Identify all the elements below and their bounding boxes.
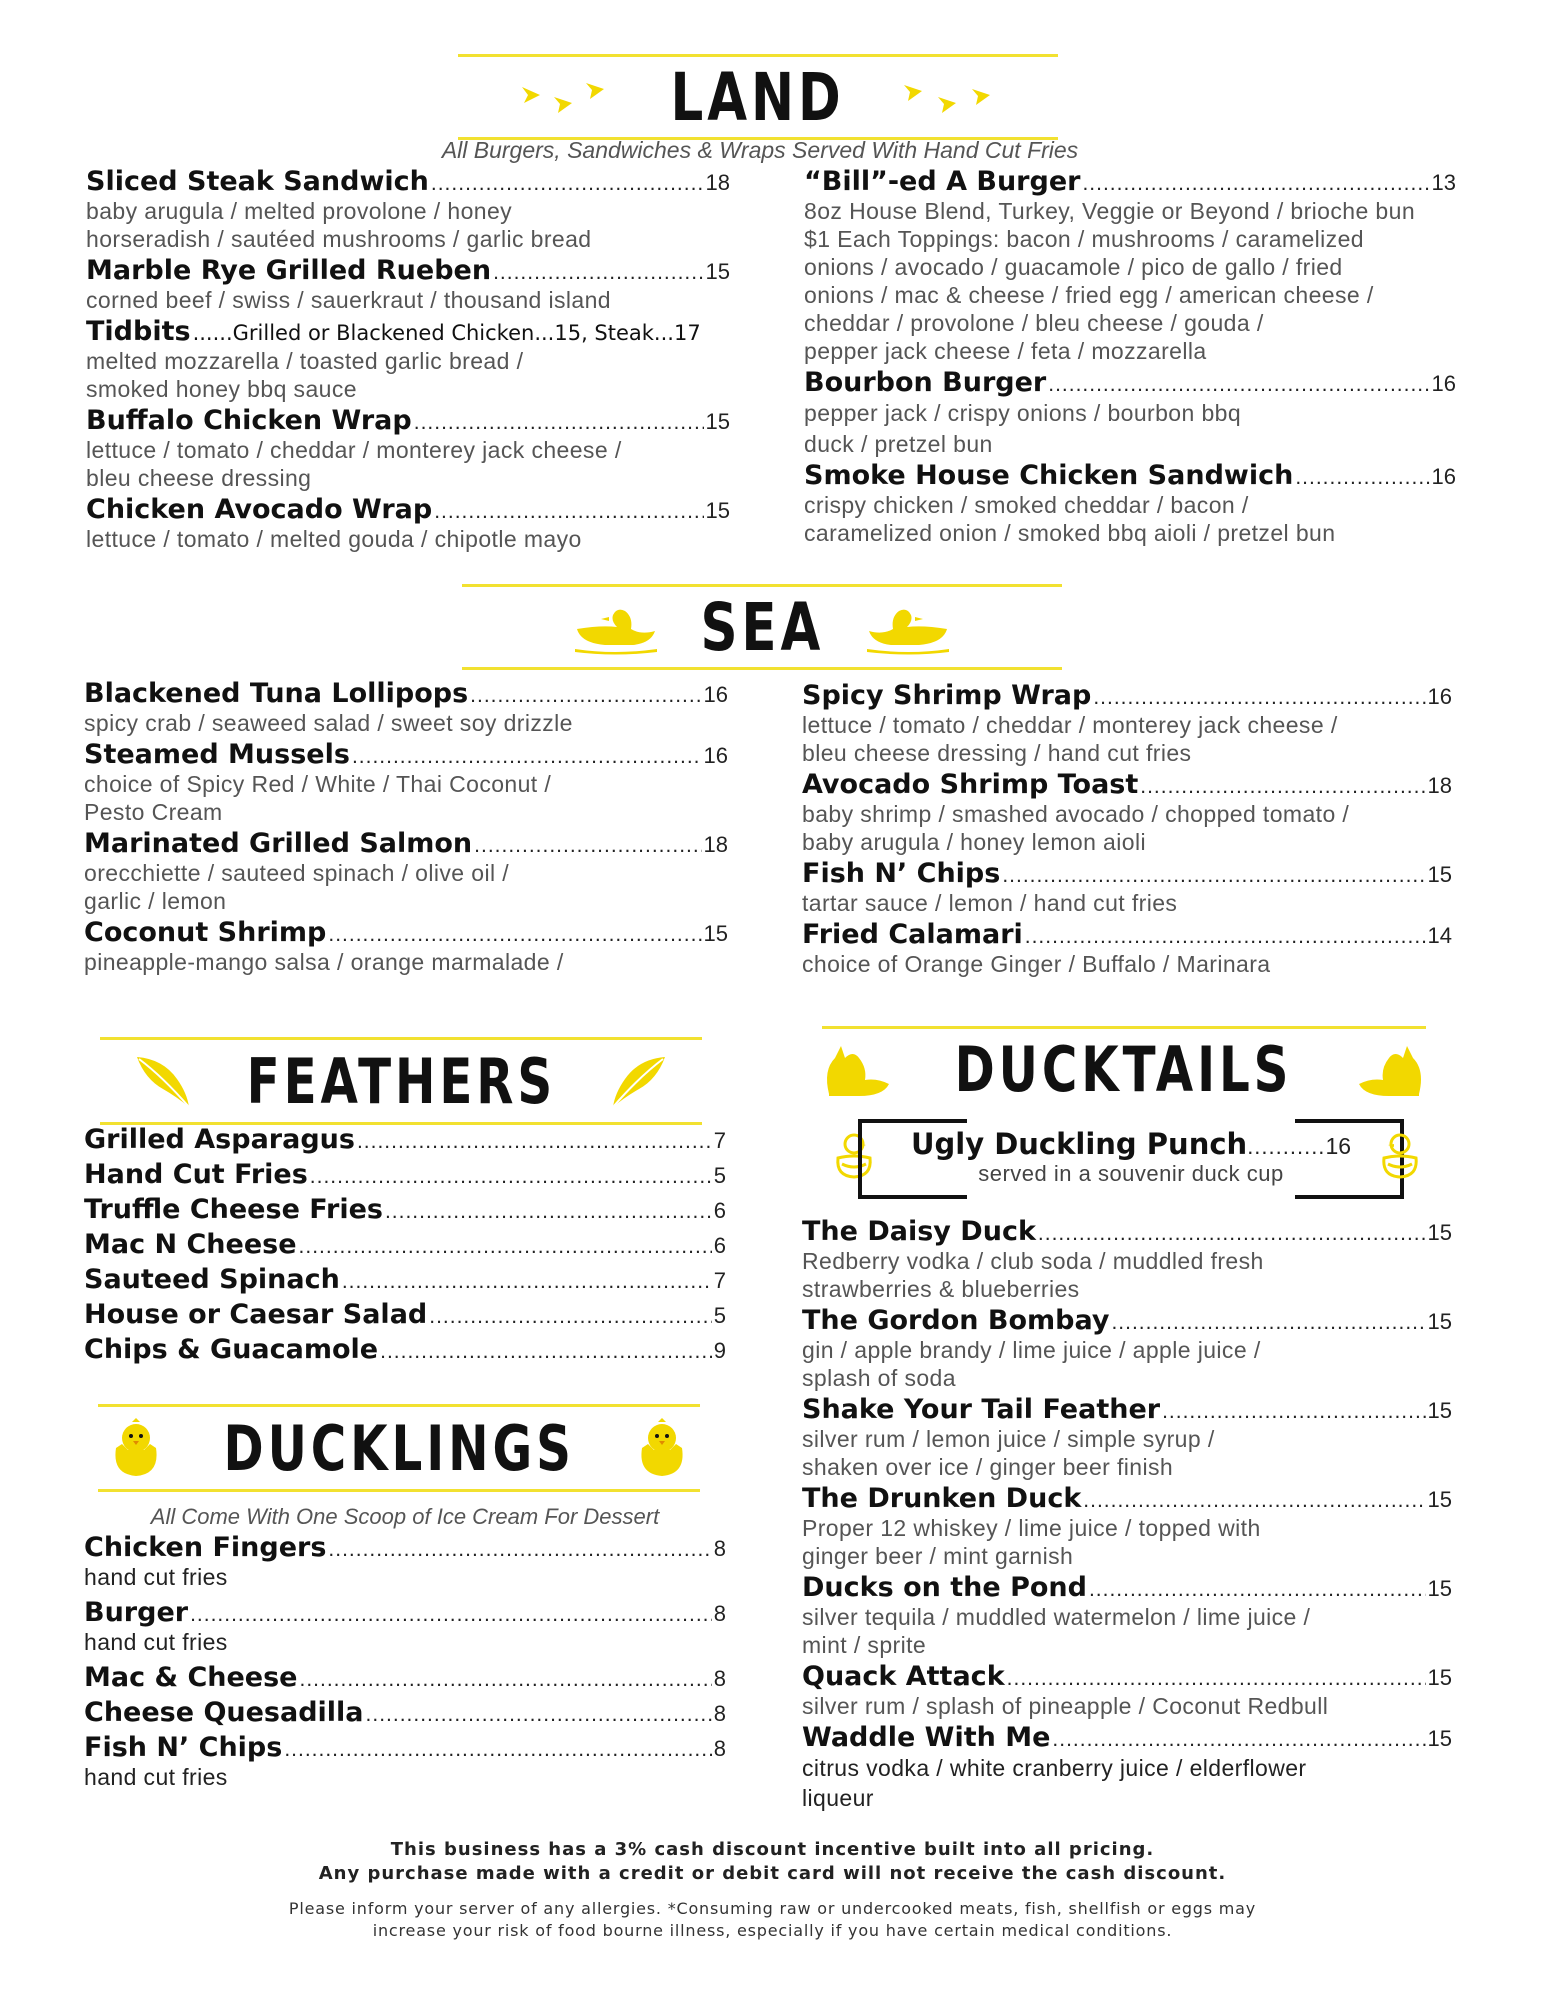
- menu-item: [84, 1532, 726, 1591]
- item-description: duck / pretzel bun: [804, 431, 993, 457]
- item-description: melted mozzarella / toasted garlic bread /: [86, 348, 524, 374]
- feature-description: served in a souvenir duck cup: [978, 1161, 1284, 1186]
- leader-dots: [1083, 1489, 1425, 1513]
- item-description: corned beef / swiss / sauerkraut / thousand island: [86, 287, 612, 313]
- item-name: Fish N’ Chips: [802, 858, 1001, 889]
- leader-dots: [1082, 172, 1429, 196]
- menu-item: [804, 367, 1456, 460]
- item-name: Grilled Asparagus: [84, 1124, 355, 1155]
- menu-item: [84, 739, 728, 826]
- menu-item: [84, 678, 728, 737]
- menu-item: [802, 1305, 1452, 1392]
- leader-dots: [328, 1538, 711, 1562]
- menu-item: [802, 1483, 1452, 1570]
- leader-dots: [1052, 1728, 1425, 1752]
- item-description: garlic / lemon: [84, 888, 227, 914]
- menu-item: [84, 1597, 726, 1656]
- duck-tail-icon: [819, 1040, 895, 1098]
- sea-left-column: [84, 678, 728, 976]
- leader-dots: [1162, 1400, 1425, 1424]
- item-name: Smoke House Chicken Sandwich: [804, 460, 1294, 491]
- leader-dots: [1038, 1222, 1426, 1246]
- menu-item: [84, 1194, 726, 1229]
- swimming-duck-icon: [863, 599, 953, 655]
- item-description: choice of Orange Ginger / Buffalo / Marinara: [802, 951, 1271, 977]
- menu-item: [802, 1661, 1452, 1720]
- item-price: 15: [703, 921, 728, 946]
- item-price: 15: [1427, 1220, 1452, 1245]
- menu-item: [802, 1394, 1452, 1481]
- item-description: Redberry vodka / club soda / muddled fresh: [802, 1248, 1264, 1274]
- leader-dots: [385, 1200, 712, 1224]
- sea-header: [462, 584, 1062, 670]
- menu-item: [84, 1662, 726, 1693]
- item-description: mint / sprite: [802, 1632, 927, 1658]
- land-subtitle: All Burgers, Sandwiches & Wraps Served With Hand Cut Fries: [441, 137, 1079, 163]
- leader-dots: [1093, 686, 1425, 710]
- footer-line: increase your risk of food bourne illness, especially if you have certain medical conditions.: [372, 1921, 1173, 1940]
- land-right-column: [804, 166, 1456, 547]
- item-name: Chicken Avocado Wrap: [86, 494, 433, 525]
- item-price: 6: [713, 1198, 726, 1223]
- menu-item: [802, 919, 1452, 978]
- item-description: pepper jack / crispy onions / bourbon bbq: [804, 400, 1242, 426]
- item-description: lettuce / tomato / melted gouda / chipotle mayo: [86, 526, 582, 552]
- menu-item: [802, 1572, 1452, 1659]
- item-price: 15: [1427, 1665, 1452, 1690]
- menu-item: [804, 166, 1456, 365]
- hatching-chick-icon: [108, 1418, 164, 1478]
- menu-item: [802, 1216, 1452, 1303]
- leader-dots: [429, 1305, 712, 1329]
- item-price: 15: [1427, 1726, 1452, 1751]
- item-price: 8: [713, 1601, 726, 1626]
- leader-dots: [414, 411, 704, 435]
- item-name: Fried Calamari: [802, 919, 1023, 950]
- item-description: onions / avocado / guacamole / pico de gallo / fried: [804, 254, 1343, 280]
- item-description: pepper jack cheese / feta / mozzarella: [804, 338, 1207, 364]
- item-name: Sliced Steak Sandwich: [86, 166, 429, 197]
- item-price: 14: [1427, 923, 1452, 948]
- leader-dots: [1025, 925, 1426, 949]
- item-description: spicy crab / seaweed salad / sweet soy drizzle: [84, 710, 573, 736]
- divider-line: [462, 667, 1062, 670]
- item-description: liqueur: [802, 1785, 874, 1811]
- feature-box: [858, 1119, 1404, 1199]
- allergy-notice: [0, 1898, 1545, 1942]
- leader-dots: [474, 834, 701, 858]
- item-name: Cheese Quesadilla: [84, 1697, 364, 1728]
- leader-dots: [1048, 373, 1429, 397]
- cash-discount-notice: [0, 1838, 1545, 1886]
- item-price: 9: [713, 1338, 726, 1363]
- section-title-sea: SEA: [700, 588, 824, 666]
- item-description: baby arugula / honey lemon aioli: [802, 829, 1146, 855]
- item-name: The Gordon Bombay: [802, 1305, 1110, 1336]
- item-price: 18: [1427, 773, 1452, 798]
- item-description: citrus vodka / white cranberry juice / elderflower: [802, 1755, 1307, 1781]
- land-left-column: [86, 166, 730, 553]
- menu-item: [86, 316, 730, 403]
- leader-dots: [1089, 1578, 1426, 1602]
- sea-right-column: [802, 680, 1452, 978]
- item-description: bleu cheese dressing: [86, 465, 312, 491]
- item-name: “Bill”-ed A Burger: [804, 166, 1081, 197]
- item-description: gin / apple brandy / lime juice / apple juice /: [802, 1337, 1261, 1363]
- leader-dots: [1140, 775, 1425, 799]
- leader-dots: [299, 1235, 712, 1259]
- item-price: 5: [713, 1163, 726, 1188]
- hatching-chick-icon: [634, 1418, 690, 1478]
- item-name: Shake Your Tail Feather: [802, 1394, 1161, 1425]
- item-name: Burger: [84, 1597, 189, 1628]
- footer-line: This business has a 3% cash discount incentive built into all pricing.: [390, 1839, 1155, 1860]
- feather-icon: [133, 1053, 193, 1109]
- item-name: Tidbits: [86, 316, 191, 347]
- item-price: 18: [703, 832, 728, 857]
- item-name: Hand Cut Fries: [84, 1159, 308, 1190]
- item-description: 8oz House Blend, Turkey, Veggie or Beyond / brioche bun: [804, 198, 1416, 224]
- ducklings-list: [84, 1532, 726, 1791]
- item-price: 15: [705, 498, 730, 523]
- menu-item: [802, 858, 1452, 917]
- leader-dots: [190, 1603, 712, 1627]
- duckling-icon: [1378, 1130, 1422, 1180]
- item-description: smoked honey bbq sauce: [86, 376, 357, 402]
- item-price: 15: [1427, 1398, 1452, 1423]
- item-name: Marble Rye Grilled Rueben: [86, 255, 492, 286]
- section-title-land: LAND: [670, 58, 846, 136]
- menu-item: [86, 405, 730, 492]
- menu-item: [84, 1299, 726, 1334]
- menu-item: [84, 1732, 726, 1791]
- item-price: 16: [1431, 464, 1456, 489]
- item-price: 7: [713, 1128, 726, 1153]
- feathers-list: [84, 1124, 726, 1369]
- item-description: crispy chicken / smoked cheddar / bacon /: [804, 492, 1249, 518]
- item-description: bleu cheese dressing / hand cut fries: [802, 740, 1192, 766]
- leader-dots: ...........: [1247, 1134, 1326, 1159]
- item-description: choice of Spicy Red / White / Thai Coconut /: [84, 771, 552, 797]
- leader-dots: [434, 500, 703, 524]
- menu-item: [802, 680, 1452, 767]
- section-title-ducklings: DUCKLINGS: [223, 1411, 575, 1485]
- item-price: 15: [1427, 1576, 1452, 1601]
- item-name: House or Caesar Salad: [84, 1299, 428, 1330]
- item-price: 7: [713, 1268, 726, 1293]
- item-name: Fish N’ Chips: [84, 1732, 283, 1763]
- ducklings-subtitle: All Come With One Scoop of Ice Cream For Dessert: [150, 1504, 660, 1529]
- section-title-feathers: FEATHERS: [246, 1044, 556, 1118]
- feature-price: 16: [1325, 1133, 1352, 1159]
- item-price: 8: [713, 1736, 726, 1761]
- item-name: Spicy Shrimp Wrap: [802, 680, 1092, 711]
- section-title-ducktails: DUCKTAILS: [955, 1032, 1293, 1106]
- duck-tail-icon: [1353, 1040, 1429, 1098]
- item-description: ginger beer / mint garnish: [802, 1543, 1074, 1569]
- menu-item: [86, 255, 730, 314]
- menu-item: [802, 1722, 1452, 1813]
- leader-dots: [1007, 1667, 1426, 1691]
- menu-item: [84, 1124, 726, 1159]
- leader-dots: [470, 684, 701, 708]
- leader-dots: [1111, 1311, 1425, 1335]
- item-name: Blackened Tuna Lollipops: [84, 678, 469, 709]
- menu-item: [84, 1159, 726, 1194]
- leader-dots: [1295, 466, 1429, 490]
- divider-line: [98, 1489, 700, 1492]
- menu-item: [84, 1334, 726, 1369]
- item-description: lettuce / tomato / cheddar / monterey jack cheese /: [86, 437, 622, 463]
- item-name: Mac N Cheese: [84, 1229, 297, 1260]
- item-description: Pesto Cream: [84, 799, 223, 825]
- leader-dots: [366, 1703, 712, 1727]
- item-description: baby shrimp / smashed avocado / chopped tomato /: [802, 801, 1350, 827]
- item-description: $1 Each Toppings: bacon / mushrooms / caramelized: [804, 226, 1364, 252]
- menu-item: [86, 494, 730, 553]
- leader-dots: [310, 1165, 712, 1189]
- menu-item: [804, 460, 1456, 547]
- item-price: 13: [1431, 170, 1456, 195]
- feature-name: Ugly Duckling Punch: [910, 1127, 1248, 1161]
- item-name: Chips & Guacamole: [84, 1334, 379, 1365]
- item-price: 8: [713, 1536, 726, 1561]
- leader-dots: [328, 923, 701, 947]
- duck-feet-icon: [892, 77, 1002, 117]
- item-price: 15: [1427, 1309, 1452, 1334]
- item-name: The Daisy Duck: [802, 1216, 1036, 1247]
- leader-dots: [352, 745, 702, 769]
- item-name: Marinated Grilled Salmon: [84, 828, 473, 859]
- leader-dots: [342, 1270, 712, 1294]
- item-price: 16: [703, 743, 728, 768]
- item-name: Ducks on the Pond: [802, 1572, 1087, 1603]
- item-price: 15: [1427, 862, 1452, 887]
- item-description: orecchiette / sauteed spinach / olive oil /: [84, 860, 510, 886]
- footer-line: Any purchase made with a credit or debit card will not receive the cash discount.: [318, 1863, 1227, 1884]
- feathers-header: [100, 1037, 702, 1125]
- item-name: Bourbon Burger: [804, 367, 1047, 398]
- item-name: Buffalo Chicken Wrap: [86, 405, 412, 436]
- item-description: pineapple-mango salsa / orange marmalade /: [84, 949, 564, 975]
- item-name: Chicken Fingers: [84, 1532, 327, 1563]
- menu-item: [802, 769, 1452, 856]
- menu-item: [86, 166, 730, 253]
- item-description: silver tequila / muddled watermelon / lime juice /: [802, 1604, 1311, 1630]
- item-name: Quack Attack: [802, 1661, 1005, 1692]
- feature-title-row: [862, 1127, 1400, 1161]
- item-price: 5: [713, 1303, 726, 1328]
- item-price: 8: [713, 1666, 726, 1691]
- footer-line: Please inform your server of any allergies. *Consuming raw or undercooked meats, fish, shellfish or eggs may: [288, 1899, 1257, 1918]
- item-description: Proper 12 whiskey / lime juice / topped with: [802, 1515, 1261, 1541]
- item-price: 18: [705, 170, 730, 195]
- item-price: 16: [703, 682, 728, 707]
- item-description: onions / mac & cheese / fried egg / american cheese /: [804, 282, 1374, 308]
- item-name: Truffle Cheese Fries: [84, 1194, 383, 1225]
- ducklings-header: [98, 1404, 700, 1492]
- leader-dots: [299, 1668, 711, 1692]
- menu-item: [84, 1229, 726, 1264]
- item-description: hand cut fries: [84, 1564, 228, 1590]
- item-price: 8: [713, 1701, 726, 1726]
- feather-icon: [609, 1053, 669, 1109]
- item-price: 16: [1431, 371, 1456, 396]
- item-description: lettuce / tomato / cheddar / monterey jack cheese /: [802, 712, 1338, 738]
- item-description: cheddar / provolone / bleu cheese / gouda /: [804, 310, 1264, 336]
- leader-dots: [380, 1340, 712, 1364]
- item-name: Mac & Cheese: [84, 1662, 298, 1693]
- item-price: 16: [1427, 684, 1452, 709]
- item-description: hand cut fries: [84, 1764, 228, 1790]
- item-price: 15: [705, 409, 730, 434]
- item-description: caramelized onion / smoked bbq aioli / pretzel bun: [804, 520, 1336, 546]
- item-description: silver rum / splash of pineapple / Coconut Redbull: [802, 1693, 1329, 1719]
- leader-dots: [357, 1130, 712, 1154]
- menu-item: [84, 917, 728, 976]
- item-description: hand cut fries: [84, 1629, 228, 1655]
- item-name: Steamed Mussels: [84, 739, 350, 770]
- item-name: Avocado Shrimp Toast: [802, 769, 1139, 800]
- item-options-prices: ......Grilled or Blackened Chicken...15, Steak...17: [192, 321, 701, 345]
- item-description: horseradish / sautéed mushrooms / garlic bread: [86, 226, 592, 252]
- item-description: tartar sauce / lemon / hand cut fries: [802, 890, 1178, 916]
- item-description: strawberries & blueberries: [802, 1276, 1080, 1302]
- ducktails-header: [822, 1026, 1426, 1109]
- item-name: Coconut Shrimp: [84, 917, 327, 948]
- item-name: Sauteed Spinach: [84, 1264, 340, 1295]
- item-description: baby arugula / melted provolone / honey: [86, 198, 513, 224]
- duck-feet-icon: [514, 77, 624, 117]
- item-description: shaken over ice / ginger beer finish: [802, 1454, 1174, 1480]
- menu-item: [84, 828, 728, 915]
- leader-dots: [284, 1738, 711, 1762]
- land-header: [458, 54, 1058, 140]
- item-name: The Drunken Duck: [802, 1483, 1082, 1514]
- item-description: silver rum / lemon juice / simple syrup /: [802, 1426, 1215, 1452]
- ducktails-list: [802, 1216, 1452, 1813]
- item-price: 6: [713, 1233, 726, 1258]
- leader-dots: [493, 261, 703, 285]
- item-name: Waddle With Me: [802, 1722, 1051, 1753]
- item-description: splash of soda: [802, 1365, 956, 1391]
- menu-item: [84, 1697, 726, 1728]
- item-price: 15: [705, 259, 730, 284]
- swimming-duck-icon: [571, 599, 661, 655]
- leader-dots: [1002, 864, 1425, 888]
- item-price: 15: [1427, 1487, 1452, 1512]
- leader-dots: [431, 172, 704, 196]
- menu-item: [84, 1264, 726, 1299]
